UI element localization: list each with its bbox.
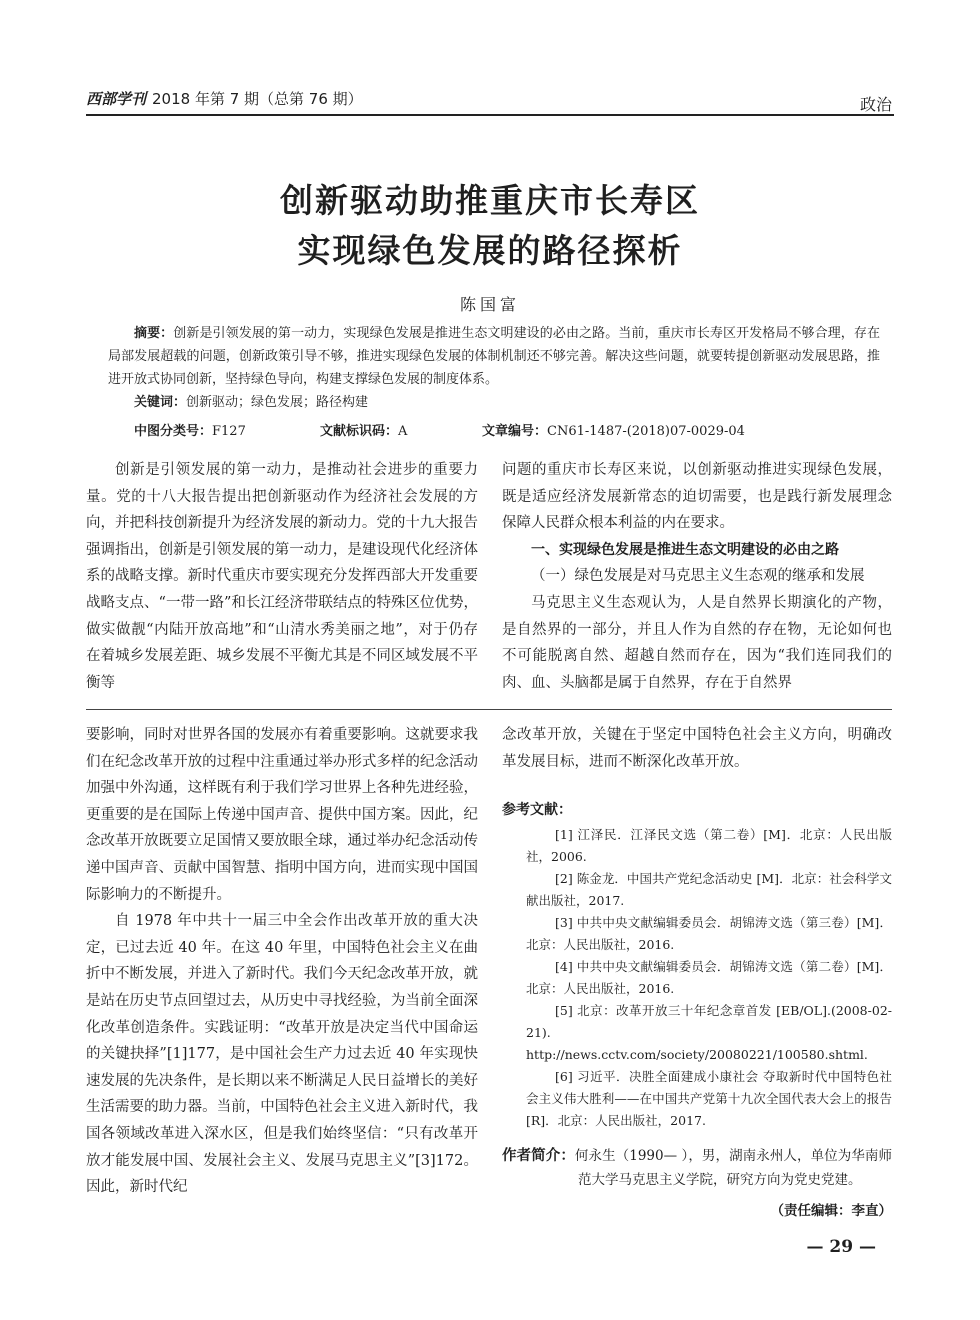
journal-name: 西部学刊 xyxy=(86,90,147,108)
title-line-2: 实现绿色发展的路径探析 xyxy=(297,231,683,270)
keywords-text: 创新驱动；绿色发展；路径构建 xyxy=(186,395,369,410)
references-list xyxy=(502,824,892,1132)
clc-value: F127 xyxy=(212,424,246,439)
journal-header xyxy=(86,88,363,109)
abstract-paragraph xyxy=(108,322,880,391)
reference-item: [5] 北京：改革开放三十年纪念章首发 [EB/OL].(2008-02-21). http://news.cctv.com/society/20080221/100580.shtml. xyxy=(526,1002,892,1062)
body-paragraph: 创新是引领发展的第一动力，是推动社会进步的重要力量。党的十八大报告提出把创新驱动作为经济社会发展的方向，并把科技创新提升为经济发展的新动力。党的十九大报告强调指出，创新是引领发展的第一动力，是建设现代化经济体系的战略支撑。新时代重庆市要实现充分发挥西部大开发重要战略支点、“一带一路”和长江经济带联结点的特殊区位优势，做实做靓“内陆开放高地”和“山清水秀美丽之地”，对于仍存在着城乡发展差距、城乡发展不平衡尤其是不同区域发展不平衡等 xyxy=(86,462,478,691)
article-no-value: CN61-1487-(2018)07-0029-04 xyxy=(547,424,745,439)
reference-item: [1] 江泽民．江泽民文选（第二卷）[M]．北京：人民出版社，2006. xyxy=(526,826,892,864)
doc-code-label: 文献标识码： xyxy=(320,424,399,439)
reference-item: [2] 陈金龙．中国共产党纪念活动史 [M]．北京：社会科学文献出版社，2017. xyxy=(526,870,892,908)
body-paragraph: 问题的重庆市长寿区来说，以创新驱动推进实现绿色发展，既是适应经济发展新常态的迫切需要，也是践行新发展理念保障人民群众根本利益的内在要求。 xyxy=(502,462,892,532)
body-paragraph: 自 1978 年中共十一届三中全会作出改革开放的重大决定，已过去近 40 年。在这 40 年里，中国特色社会主义在曲折中不断发展，并进入了新时代。我们今天纪念改革开放，就是站在历史节点回望过去，从历史中寻找经验，为当前全面深化改革创造条件。实践证明：“改革开放是决定当代中国命运的关键抉择”[1]177，是中国社会生产力过去近 40 年实现快速发展的先决条件，是长期以来不断满足人民日益增长的美好生活需要的助力器。当前，中国特色社会主义进入新时代，我国各领域改革进入深水区，但是我们始终坚信：“只有改革开放才能发展中国、发展社会主义、发展马克思主义”[3]172。因此，新时代纪 xyxy=(86,913,478,1196)
doc-code-value: A xyxy=(398,424,408,439)
reference-item: [4] 中共中央文献编辑委员会．胡锦涛文选（第二卷）[M]．北京：人民出版社，2016. xyxy=(526,958,892,996)
article-title xyxy=(0,176,980,276)
body-column-1 xyxy=(86,457,478,696)
reference-item: [6] 习近平．决胜全面建成小康社会 夺取新时代中国特色社会主义伟大胜利——在中国共产党第十九次全国代表大会上的报告 [R]．北京：人民出版社，2017. xyxy=(526,1068,892,1128)
page-number: — 29 — xyxy=(806,1237,876,1257)
classification-row xyxy=(134,420,874,439)
article-no-label: 文章编号： xyxy=(482,424,548,439)
abstract-text: 创新是引领发展的第一动力，实现绿色发展是推进生态文明建设的必由之路。当前，重庆市长寿区开发格局不够合理，存在局部发展超载的问题，创新政策引导不够，推进实现绿色发展的体制机制还不够完善。解决这些问题，就要转提创新驱动发展思路，推进开放式协同创新，坚持绿色导向，构建支撑绿色发展的制度体系。 xyxy=(108,326,880,387)
abstract-label: 摘要： xyxy=(134,326,174,341)
article-no-field xyxy=(482,420,745,439)
section-label: 政治 xyxy=(859,95,892,114)
keywords-label: 关键词： xyxy=(134,395,187,410)
author-bio xyxy=(502,1144,892,1192)
reference-item: [3] 中共中央文献编辑委员会．胡锦涛文选（第三卷）[M]．北京：人民出版社，2016. xyxy=(526,914,892,952)
doc-code-field xyxy=(320,420,482,439)
body-column-4 xyxy=(502,722,892,1224)
bio-text: 何永生（1990— ），男，湖南永州人，单位为华南师范大学马克思主义学院，研究方向为党史党建。 xyxy=(574,1147,892,1188)
body-column-2 xyxy=(502,457,892,696)
body-paragraph: 马克思主义生态观认为，人是自然界长期演化的产物，是自然界的一部分，并且人作为自然的存在物，无论如何也不可能脱离自然、超越自然而存在，因为“我们连同我们的肉、血、头脑都是属于自然界，存在于自然界 xyxy=(502,594,892,691)
abstract-block xyxy=(108,322,880,414)
keywords-line xyxy=(108,391,880,414)
issue-info: 2018 年第 7 期（总第 76 期） xyxy=(152,90,363,108)
editor-note: （责任编辑：李直） xyxy=(770,1202,892,1219)
references-title: 参考文献： xyxy=(502,802,572,819)
subsection-heading-1: （一）绿色发展是对马克思主义生态观的继承和发展 xyxy=(531,568,865,585)
bio-label: 作者简介： xyxy=(502,1147,575,1164)
header-divider xyxy=(86,114,894,116)
title-line-1: 创新驱动助推重庆市长寿区 xyxy=(280,181,700,220)
section-heading-1: 一、实现绿色发展是推进生态文明建设的必由之路 xyxy=(531,541,839,558)
author-name: 陈国富 xyxy=(459,295,520,314)
page-divider xyxy=(86,709,892,710)
clc-label: 中图分类号： xyxy=(134,424,213,439)
clc-field xyxy=(134,420,320,439)
body-paragraph: 念改革开放，关键在于坚定中国特色社会主义方向，明确改革发展目标，进而不断深化改革开放。 xyxy=(502,727,892,770)
body-column-3 xyxy=(86,722,478,1201)
body-paragraph: 要影响，同时对世界各国的发展亦有着重要影响。这就要求我们在纪念改革开放的过程中注重通过举办形式多样的纪念活动加强中外沟通，这样既有利于我们学习世界上各种先进经验，更重要的是在国际上传递中国声音、提供中国方案。因此，纪念改革开放既要立足国情又要放眼全球，通过举办纪念活动传递中国声音、贡献中国智慧、指明中国方向，进而实现中国国际影响力的不断提升。 xyxy=(86,727,478,903)
